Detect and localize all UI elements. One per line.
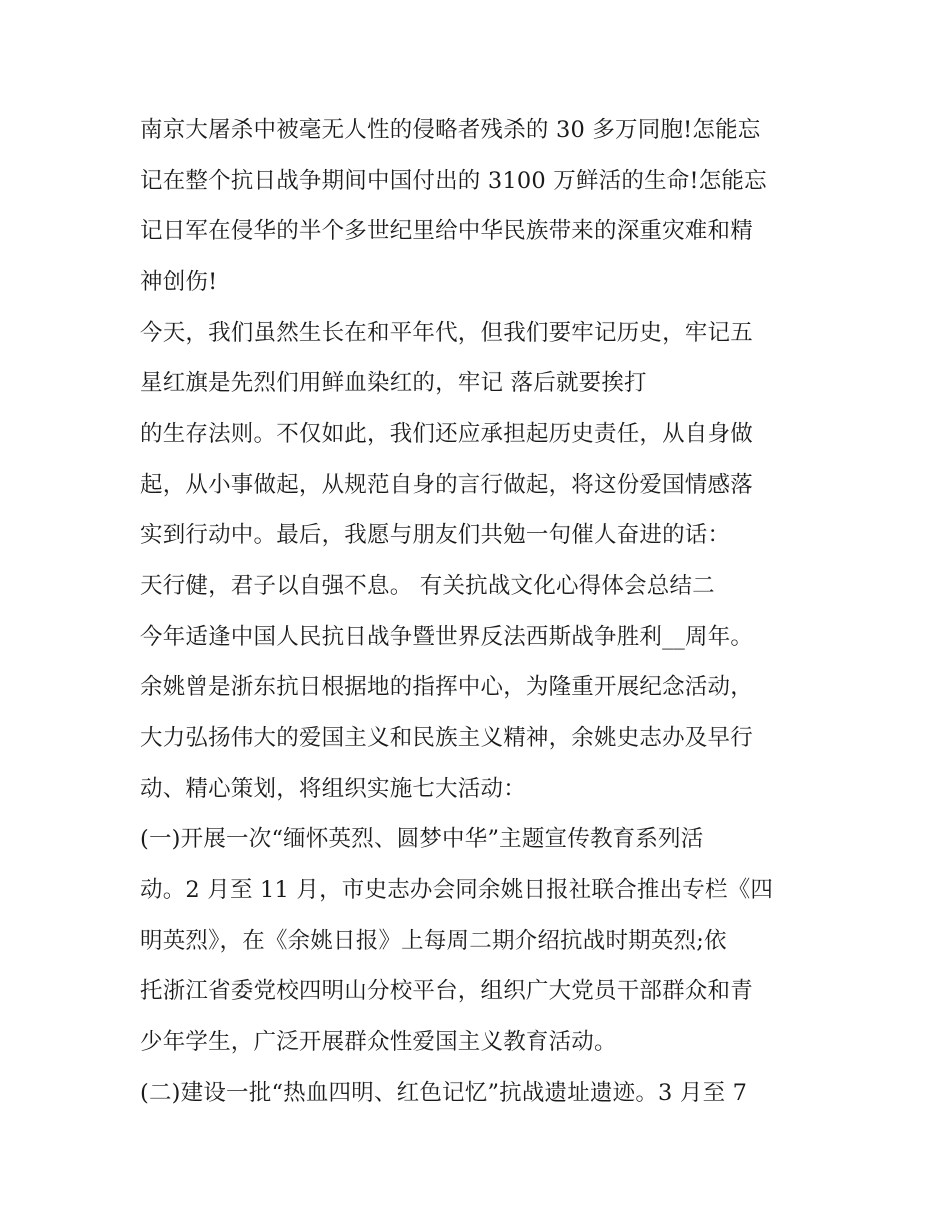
text-line: (二)建设一批“热血四明、红色记忆”抗战遗址遗迹。3 月至 7 (140, 1080, 748, 1106)
text-line: 托浙江省委党校四明山分校平台，组织广大党员干部群众和青 (140, 978, 753, 1004)
text-line: 今年适逢中国人民抗日战争暨世界反法西斯战争胜利__周年。 (140, 624, 754, 650)
text-line: 动、精心策划，将组织实施七大活动： (140, 776, 526, 802)
text-line: 今天，我们虽然生长在和平年代，但我们要牢记历史，牢记五 (140, 320, 753, 346)
text-line: 余姚曾是浙东抗日根据地的指挥中心，为隆重开展纪念活动， (140, 674, 753, 700)
text-line: 记在整个抗日战争期间中国付出的 3100 万鲜活的生命!怎能忘 (140, 168, 767, 194)
text-line: 少年学生，广泛开展群众性爱国主义教育活动。 (140, 1029, 617, 1055)
text-line: 明英烈》，在《余姚日报》上每周二期介绍抗战时期英烈;依 (140, 928, 727, 954)
text-line: 南京大屠杀中被毫无人性的侵略者残杀的 30 多万同胞!怎能忘 (140, 117, 761, 143)
text-line: 的生存法则。不仅如此，我们还应承担起历史责任，从自身做 (140, 421, 753, 447)
text-line: 天行健，君子以自强不息。 有关抗战文化心得体会总结二 (140, 573, 715, 599)
text-line: 动。2 月至 11 月，市史志办会同余姚日报社联合推出专栏《四 (140, 877, 774, 903)
text-line: (一)开展一次“缅怀英烈、圆梦中华”主题宣传教育系列活 (140, 826, 704, 852)
text-line: 大力弘扬伟大的爱国主义和民族主义精神，余姚史志办及早行 (140, 725, 753, 751)
text-line: 实到行动中。最后，我愿与朋友们共勉一句催人奋进的话： (140, 522, 731, 548)
text-line: 神创伤! (140, 269, 218, 295)
text-line: 记日军在侵华的半个多世纪里给中华民族带来的深重灾难和精 (140, 218, 753, 244)
text-line: 起，从小事做起，从规范自身的言行做起，将这份爱国情感落 (140, 472, 753, 498)
text-line: 星红旗是先烈们用鲜血染红的，牢记 落后就要挨打 (140, 370, 647, 396)
